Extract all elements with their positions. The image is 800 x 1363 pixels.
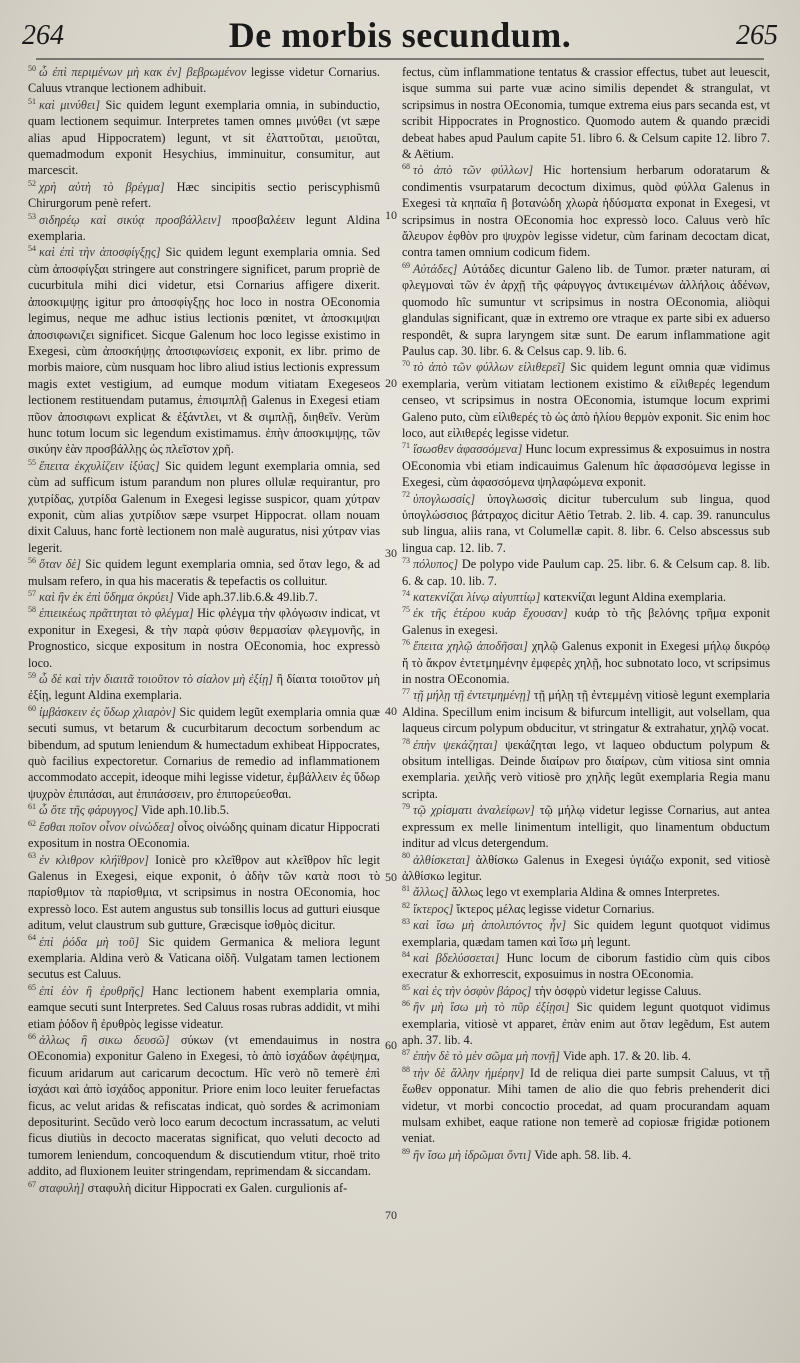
page-header — [18, 14, 782, 60]
annotation-entry — [402, 64, 770, 162]
note-number: 74 — [402, 588, 410, 598]
commentary-text: τὴν ὀσφρὺ videtur legisse Caluus. — [534, 983, 702, 998]
annotation-entry — [28, 852, 380, 934]
annotation-entry — [402, 638, 770, 687]
note-number: 70 — [402, 359, 410, 369]
greek-lemma: ἐν κλιθρον κλήϊθρον] — [39, 852, 156, 867]
running-title: De morbis secundum. — [228, 15, 572, 55]
commentary-text: Sic quidem Germanica & meliora legunt exemplaria. Aldina verò & Vaticana οἰδῆ. Vulgatam tamen lectionem secutus est Caluus. — [28, 934, 380, 982]
commentary-text: legisse videtur Cornarius. Caluus vtranque lectionem adhibuit. — [28, 65, 380, 96]
annotation-entry — [402, 556, 770, 589]
commentary-text: fectus, cùm inflammatione tentatus & crassior effectus, tubet aut leuescit, isque summa sui parte vuæ acino similis dependet & strangulat, vt scripsimus in nostra OEconomia, tumque extrema eius pars secanda est, vt scribit Hippocrates in Prognostico. Quomodo autem & quando præcidi debeat habes apud Paulum capite 51. libro 6. & Celsum capite 12. libro 7. & Aëtium. — [402, 65, 770, 162]
note-number: 68 — [402, 162, 410, 172]
commentary-text: Ionicè pro κλεῖθρον aut κλεῖθρον hîc legit Galenus in Exegesi, eique exponit, ὁ ἀδὴν τῶν κατὰ ποσι τὸ παρίσθμιον τὰ παρίσθμια, vt scripsimus in nostra OEconomia, hoc expressò loco. Est autem angustus sub tonsillis locus ad gutturi eiusque aditum, velut claustrum sub gutture, Græcisque ἰσθμὸς dicitur. — [28, 852, 380, 933]
note-number: 85 — [402, 982, 410, 992]
annotation-entry — [28, 934, 380, 983]
note-number: 78 — [402, 736, 410, 746]
note-number: 81 — [402, 884, 410, 894]
note-number: 87 — [402, 1048, 410, 1058]
note-number: 61 — [28, 802, 36, 812]
left-column — [28, 64, 380, 1196]
greek-lemma: ἰμβάσκειν ἐς ὕδωρ χλιαρὸν] — [39, 704, 180, 719]
commentary-text: Sic quidem legunt quotquot vidimus exemplaria, vitiosè vt apparet, ἐπὰν enim aut ὅταν legẽdum, Est autem aph. 37. lib. 4. — [402, 1000, 770, 1047]
header-rule — [36, 58, 764, 60]
greek-lemma: ἐπιεικέως πρᾶττηται τὸ φλέγμα] — [39, 606, 198, 621]
page-number-left: 264 — [22, 20, 64, 51]
annotation-entry — [28, 819, 380, 852]
margin-line-number: 20 — [385, 376, 397, 390]
commentary-text: Sic quidem legunt omnia quæ vidimus exemplaria, verùm vitiatam lectionem existimo & εἰλιθερές legendum censeo, vt scripsimus in nostra OEconomia, istumque locum exprimi Galeno puto, cùm εἰλιθερές τὸ ὡς ἀπὸ ἡλίου θερμὸν exponit. Sic enim hoc loco, aut εἰλιθερές legisse videtur. — [402, 360, 770, 440]
commentary-text: Sic quidem legunt quotquot vidimus exemplaria, quædam tamen καὶ ἴσω μὴ legunt. — [402, 918, 770, 949]
greek-lemma: τὸ ἀπὸ τῶν φύλλων] — [413, 163, 544, 178]
annotation-entry — [28, 64, 380, 97]
commentary-text: ὑπογλωσσὶς dicitur tuberculum sub lingua, quod ὑπογλώσσιος βάτραχος dicitur Aëtio Tetrab. 2. lib. 4. cap. 39. ranunculus sub lingua, aliis rana, vt Columellæ capit. 8. libr. 6. Celso abscessus sub lingua cap. 12. lib. 7. — [402, 491, 770, 555]
note-number: 69 — [402, 260, 410, 270]
commentary-text: Hic φλέγμα τὴν φλόγωσιν indicat, vt exponitur in Exegesi, & τὴν παρὰ φύσιν θερμασίαν φλεγμονῆς, in Prognostico, sicque expositum in nostra OEconomia, hoc expressò loco. — [28, 606, 380, 670]
annotation-entry — [402, 1065, 770, 1147]
greek-lemma: ἢν ἴσω μὴ ἰδρῶμαι ὄντι] — [413, 1147, 535, 1162]
greek-lemma: καὶ μινύθει] — [39, 97, 106, 112]
commentary-text: προσβαλέειν legunt Aldina exemplaria. — [28, 212, 381, 244]
commentary-text: Hic hortensium herbarum odoratarum & condimentis vsurpatarum decoctum diximus, quòd φύλλα Galenus in Exegesi τὰ κηπαῖα ἢ βοτανώδη χλωρὰ ἡδύσματα exponat in Exegesi, vt scripsimus in nostra OEconomia hoc expressò loco. Caluus verò hîc ἄλευρον ἑφθὸν pro ψυχρὸν legisse videtur, cùm farinam decoctam dicat, contra tamen omnium codicum fidem. — [402, 163, 770, 260]
annotation-entry — [28, 97, 380, 179]
note-number: 86 — [402, 999, 410, 1009]
greek-lemma: ἐπὴν ψεκάζηται] — [413, 737, 506, 752]
annotation-entry — [28, 605, 380, 671]
annotation-entry — [402, 950, 770, 983]
greek-lemma: ἐκ τῆς ἑτέρου κυάρ ἔχουσαν] — [413, 606, 575, 621]
note-number: 79 — [402, 802, 410, 812]
note-number: 62 — [28, 818, 36, 828]
commentary-text: Αὐτάδες dicuntur Galeno lib. de Tumor. præter naturam, αἱ φλεγμοναὶ τῶν ἐν ἀρχῇ τῆς φάρυγγος ἀντικειμένων ἀλλήλοις ἀδένων, quomodo hîc sumuntur vt scripsimus in nostra OEconomia, aliòqui glandulas significant, quæ in extremo ore vtraque ex parte sibi ex aduerso respondêt, & supra laryngem sitæ sunt. De earum inflammatione agit Paulus cap. 30. libr. 6. & Celsus cap. 9. lib. 6. — [402, 261, 770, 358]
note-number: 83 — [402, 917, 410, 927]
annotation-entry — [28, 212, 380, 245]
commentary-text: Sic quidem legunt exemplaria omnia, sed ὅταν lego, & ad mulsam refero, in qua his maceratis & tepefactis os colluitur. — [28, 557, 380, 588]
note-number: 50 — [28, 63, 36, 73]
commentary-text: Hanc lectionem habent exemplaria omnia, eamque secuti sunt Interpretes. Sed Caluus rosas rubras addidit, vt mihi etiam ῥόδον ἢ ἐρυθρὸς legisse videatur. — [28, 983, 381, 1031]
page-number-right: 265 — [736, 20, 778, 51]
note-number: 64 — [28, 933, 36, 943]
commentary-text: σύκων (vt emendauimus in nostra OEconomia) exponitur Galeno in Exegesi, τὸ ἀπὸ ἰσχάδων ἀφέψημα, ficuum aridarum aut caricarum decoctum. Hîc verò nõ temerè ἐπὶ ἰσχάσι καὶ ἀπὸ ἰσχάδος apponitur. Priore enim loco leuiter feruefactas ficus, ac velut aridas & refiscatas indicat, quò sordes & acrimoniam depositurint. Secũdo verò loco earum decoctum incrassatum, ac veluti ficus diutiùs in decocto maceratas significat, quo veluti decocto ad tumorem leniendum, concoquendum & discutiendum vtitur, rhoë trito addito, ad fluxionem leuiter stringendam, reprimendam & siccandam. — [28, 1032, 380, 1179]
greek-lemma: ἄλλως] — [413, 885, 452, 900]
commentary-text: Sic quidem legunt exemplaria omnia. Sed cùm ἀποσφίγξαι stringere aut constringere significet, parum propriè de cucurbitula mihi dici videtur, etsi Cornarius affigere dixerit. ἀποσκιμψῃς igitur pro ἀποσφίγξῃς hoc loco in nostra OEconomia legimus, neque me adhuc istius lectionis pœnitet, vt ἀποσκιμψαι ἀποσιφωνιζει significet. Sicque Galenum hoc loco legisse existimo in Exegesi, cùm ἀποσκήψῃς ἀποσιφωνίσεις exponit, ex libr. primo de morbis maiore, cùm nusquam hoc libro aliud istius lectionis expressum magis extet vestigium, ad eumque modum vitiatam Exegeseos lectionem restituendam putamus, ἐπισιμπλῇ Galenus in Exegesi etiam πῦον ἀποσιφωνι explicat & ἐξάντλει, vt & σιμπλῇ, διηθεῖν. Verùm hunc totum locum sic legendum existimamus. ἐπὴν ἀποσκιμψῃς, τῶν σικύην ἐὰν προσβάλλῃς ὡς πλεῖστον χρῆ. — [28, 245, 380, 457]
commentary-text: Id de reliqua diei parte sumpsit Caluus, vt τῇ ἕωθεν opponatur. Mihi tamen de alio die quo febris prehenderit dici videtur, vt morbi concoctio procedat, ad quam procurandam aquam mulsam exhibet, eaque ratione non temerè ad copiosæ frigidæ potionem veniat. — [402, 1065, 770, 1146]
note-number: 58 — [28, 605, 36, 615]
greek-lemma: ἐπὴν δὲ τὸ μὲν σῶμα μὴ πονῇ] — [413, 1049, 563, 1064]
commentary-text: Vide aph. 17. & 20. lib. 4. — [562, 1049, 692, 1064]
annotation-entry — [28, 589, 380, 605]
annotation-entry — [402, 852, 770, 885]
annotation-entry — [402, 1147, 770, 1163]
annotation-entry — [28, 704, 380, 802]
margin-line-number: 50 — [385, 870, 397, 884]
greek-lemma: ἔσθαι ποῖον οἶνον οἰνώδεα] — [39, 819, 178, 834]
greek-lemma: τὸ ἀπὸ τῶν φύλλων εἰλιθερεῖ] — [413, 360, 571, 375]
annotation-entry — [402, 983, 770, 999]
annotation-entry — [402, 589, 770, 605]
commentary-text: ἀλθίσκω Galenus in Exegesi ὑγιάζω exponit, sed vitiosè ἀλθίσκω legitur. — [402, 852, 770, 883]
greek-lemma: ἀλθίσκεται] — [413, 852, 476, 867]
annotation-entry — [402, 737, 770, 803]
greek-lemma: καὶ βδελύσσεται] — [413, 950, 507, 965]
annotation-entry — [28, 802, 380, 818]
commentary-text: ἢ δίαιτα τοιοῦτον μὴ ἐξίῃ, legunt Aldina exemplaria. — [28, 672, 380, 703]
greek-lemma: Αὐτάδες] — [413, 261, 463, 276]
note-number: 65 — [28, 982, 36, 992]
note-number: 72 — [402, 490, 410, 500]
annotation-entry — [402, 441, 770, 490]
commentary-text: Vide aph. 58. lib. 4. — [534, 1147, 632, 1162]
annotation-entry — [402, 901, 770, 917]
commentary-text: Sic quidem legunt exemplaria omnia, sed cùm ad sufficum istum parandum non plures ollulæ requirantur, pro χυτρίδας, χυτρίδα Galenum in Exegesi legisse suspicor, quam χύτραν exponit, cùm alias χυτρίδιον sæpe vsurpet Hippocrat. ollam nouam dixit Caluus, hanc fortè lectionem non malè auguratus, nisi χύτραν vias legerit. — [28, 458, 380, 555]
note-number: 88 — [402, 1064, 410, 1074]
greek-lemma: ἐπὶ ἑὸν ἢ ἐρυθρῆς] — [39, 983, 153, 998]
commentary-text: Hæc sincipitis sectio periscyphismû Chirurgorum penè refert. — [28, 179, 380, 211]
greek-lemma: ἔπειτα χηλῷ ἀποδῆσαι] — [413, 639, 532, 654]
annotation-entry — [402, 802, 770, 851]
annotation-entry — [28, 1032, 380, 1180]
margin-line-number: 60 — [385, 1038, 397, 1052]
greek-lemma: ἴσωσθεν ἀφασσόμενα] — [413, 442, 526, 457]
note-number: 59 — [28, 670, 36, 680]
commentary-text: Sic quidem legunt exemplaria omnia, in subinductio, quam lectionem sequimur. Interpretes tamen omnes μινύθει (vt sæpe alias apud Hippocratem) legunt, vt sit ἐλαττοῦται, μειοῦται, quemadmodum exponit Hesychius, imminuitur, consumitur, aut marcescit. — [28, 97, 380, 178]
note-number: 77 — [402, 687, 410, 697]
greek-lemma: σιδηρέῳ καὶ σικύᾳ προσβάλλειν] — [39, 212, 232, 227]
note-number: 51 — [28, 96, 36, 106]
note-number: 54 — [28, 244, 36, 254]
greek-lemma: ὑπογλωσσίς] — [413, 491, 488, 506]
greek-lemma: καὶ ἢν ἐκ ἐπὶ ὕδημα ὀκρύει] — [39, 590, 177, 604]
margin-line-number: 40 — [385, 704, 397, 718]
note-number: 82 — [402, 900, 410, 910]
greek-lemma: ἀλλως ἢ σικω δευσῶ] — [39, 1032, 181, 1047]
annotation-entry — [28, 244, 380, 457]
right-column — [402, 64, 770, 1163]
commentary-text: χηλῷ Galenus exponit in Exegesi μήλῳ δικρόῳ ἤ τὸ ἄκρον ἐντετμημένην ἐμφερὲς χηλῇ, hoc subnotato loco, vt scripsimus in nostra OEconomia. — [402, 639, 770, 687]
annotation-entry — [28, 179, 380, 212]
annotation-entry — [402, 917, 770, 950]
note-number: 55 — [28, 457, 36, 467]
commentary-text: Vide aph.37.lib.6.& 49.lib.7. — [176, 590, 318, 604]
greek-lemma: ὦ δὲ καὶ τὴν διαιτᾶ τοιοῦτον τὸ σίαλον μὴ ἐξίῃ] — [39, 672, 277, 687]
greek-lemma: ἐπὶ ῥόδα μὴ τοῦ] — [39, 934, 149, 949]
greek-lemma: ἢν μὴ ἴσω μὴ τὸ πῦρ ἐξίῃσι] — [413, 1000, 577, 1015]
margin-line-number: 10 — [385, 208, 397, 222]
commentary-text: Vide aph.10.lib.5. — [141, 803, 230, 818]
note-number: 76 — [402, 638, 410, 648]
commentary-text: ἴκτερος μέλας legisse videtur Cornarius. — [456, 901, 655, 916]
annotation-entry — [28, 983, 380, 1032]
note-number: 75 — [402, 605, 410, 615]
annotation-entry — [402, 687, 770, 736]
note-number: 60 — [28, 703, 36, 713]
note-number: 80 — [402, 851, 410, 861]
note-number: 71 — [402, 441, 410, 451]
greek-lemma: τῷ χρίσματι ἀναλείφων] — [413, 803, 540, 818]
greek-lemma: χρὴ αὐτὴ τὸ βρέγμα] — [39, 179, 177, 194]
note-number: 63 — [28, 851, 36, 861]
greek-lemma: καὶ ἐπὶ τὴν ἀποσφίγξῃς] — [39, 245, 166, 260]
commentary-text: σταφυλὴ dicitur Hippocrati ex Galen. curgulionis af- — [87, 1180, 348, 1195]
commentary-text: τῇ μήλῃ τῇ ἐντεμμένῃ vitiosè legunt exemplaria Aldina. Specillum enim incisum & bifurcum intelligit, aut volsellam, qua laqueus circum polypum obducitur, vt stringatur & extrahatur, χηλῷ vocat. — [402, 688, 770, 736]
margin-line-number: 70 — [385, 1208, 397, 1222]
note-number: 56 — [28, 556, 36, 566]
commentary-text: τῷ μήλῳ videtur legisse Cornarius, aut antea expressum ex melle linimentum intelligit, quo linamentum obductum inditur ad vlcus detergendum. — [402, 803, 770, 851]
greek-lemma: ἴκτερος] — [413, 901, 457, 916]
commentary-text: κυάρ τὸ τῆς βελόνης τρῆμα exponit Galenus in exegesi. — [402, 606, 770, 637]
note-number: 73 — [402, 556, 410, 566]
note-number: 66 — [28, 1031, 36, 1041]
annotation-entry — [402, 359, 770, 441]
margin-line-number: 30 — [385, 546, 397, 560]
commentary-text: Sic quidem legũt exemplaria omnia quæ secuti sumus, vt betarum & cucurbitarum decoctum sorbendum ac bibendum, ad sputum leniendum & humectadum exhibeat Hippocrates, quò facilius expectoretur. Cornarius de remedio ad inflammationem accommodato accepit, ideoque mihi legisse videtur, ἐμβάλλειν ἐς ὕδωρ ψυχρὸν ἐπιπάσαι, aut ἐπιπάσσειν, pro ἐπιπορεύεσθαι. — [28, 704, 380, 801]
commentary-text: κατεκνίζαι legunt Aldina exemplaria. — [543, 590, 726, 604]
note-number: 89 — [402, 1146, 410, 1156]
annotation-entry — [402, 162, 770, 260]
annotation-entry — [402, 261, 770, 359]
annotation-entry — [28, 556, 380, 589]
annotation-entry — [28, 1180, 380, 1196]
greek-lemma: τῇ μήλῃ τῇ ἐντετμημένῃ] — [413, 688, 534, 703]
greek-lemma: τὴν δὲ ἄλλην ἡμέρην] — [413, 1065, 530, 1080]
greek-lemma: ἔπειτα ἐκχυλίζειν ἰξύας] — [39, 458, 166, 473]
commentary-text: ψεκάζηται lego, vt laqueo obductum polypum & obsitum intelligas. Deinde διαίρων pro διαίρων, cùm vitiosa sint omnia exemplaria. χειλῆς verò vitiosè pro χηλῆς legũt exemplaria Regia manu scripta. — [402, 737, 770, 801]
annotation-entry — [402, 1048, 770, 1064]
greek-lemma: ὦ ἐπὶ περιμένων μὴ κακ ἐν] βεβρωμένον — [39, 65, 251, 79]
note-number: 52 — [28, 178, 36, 188]
greek-lemma: ὅταν δὲ] — [39, 557, 86, 572]
commentary-text: Hunc locum de ciborum fastidio cùm quis cibos execratur & exhorrescit, exposuimus in nostra OEconomia. — [402, 950, 770, 982]
annotation-entry — [402, 884, 770, 900]
greek-lemma: πόλυπος] — [413, 557, 462, 572]
annotation-entry — [28, 458, 380, 556]
annotation-entry — [402, 605, 770, 638]
commentary-text: ἄλλως lego vt exemplaria Aldina & omnes Interpretes. — [451, 885, 720, 900]
commentary-text: οἶνος οἰνώδης quinam dicatur Hippocrati expositum in nostra OEconomia. — [28, 819, 380, 851]
greek-lemma: καὶ ἐς τὴν ὀσφὺν βάρος] — [413, 983, 535, 998]
greek-lemma: καὶ ἴσω μὴ ἀπολιπόντος ἦν] — [413, 918, 574, 933]
note-number: 53 — [28, 211, 36, 221]
note-number: 67 — [28, 1179, 36, 1189]
greek-lemma: σταφυλὴ] — [39, 1180, 88, 1195]
note-number: 57 — [28, 588, 36, 598]
note-number: 84 — [402, 949, 410, 959]
annotation-entry — [402, 491, 770, 557]
greek-lemma: κατεκνίζαι λίνῳ αἰγυπτίῳ] — [413, 590, 544, 604]
commentary-text: De polypo vide Paulum cap. 25. libr. 6. & Celsum cap. 8. lib. 6. & cap. 10. lib. 7. — [402, 557, 770, 588]
commentary-text: Hunc locum expressimus & exposuimus in nostra OEconomia vbi etiam indicauimus Galenum hîc ἀφασσόμενα legisse in Exegesi, cùm ἀφασσόμενα ψηλαφώμενα exponit. — [402, 442, 770, 490]
annotation-entry — [28, 671, 380, 704]
annotation-entry — [402, 999, 770, 1048]
greek-lemma: ὦ ὅτε τῆς φάρυγγος] — [39, 803, 142, 818]
